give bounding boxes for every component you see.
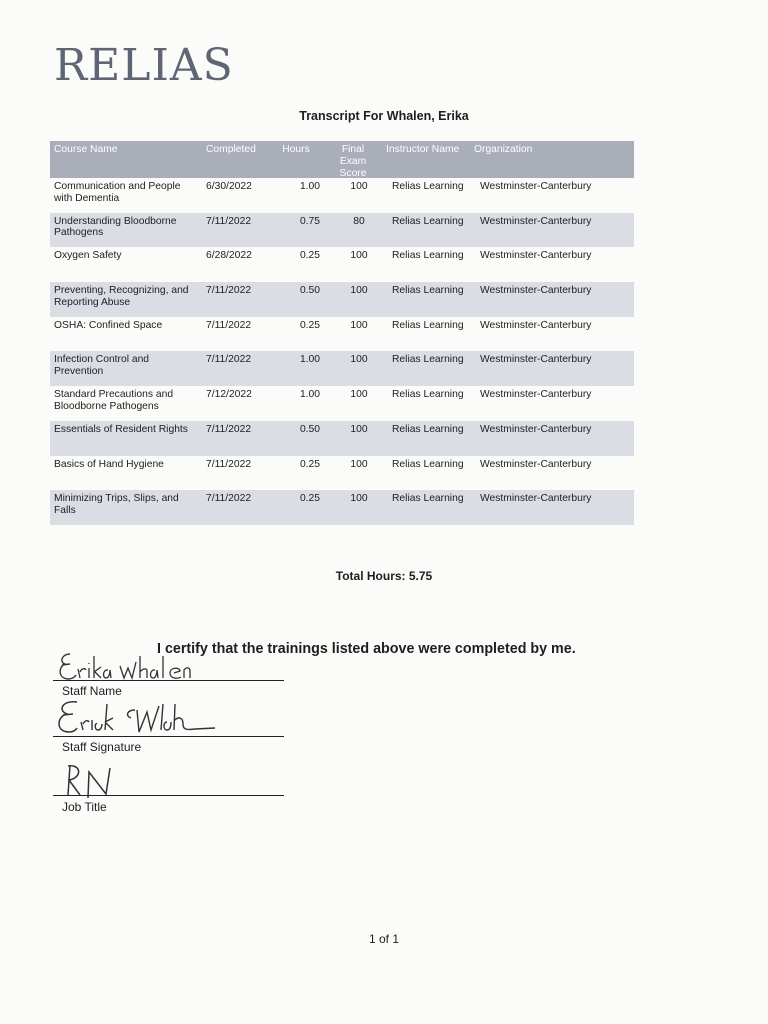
hours-cell: 0.25: [299, 319, 320, 331]
table-row: [50, 178, 634, 213]
organization-cell: Westminster-Canterbury: [480, 389, 592, 401]
staff-signature-line: [53, 736, 284, 737]
staff-name-line: [53, 680, 284, 681]
table-header: [50, 141, 634, 178]
final-exam-score-cell: 100: [350, 458, 368, 470]
final-exam-score-cell: 100: [350, 389, 368, 401]
job-title-label: Job Title: [62, 800, 107, 814]
organization-cell: Westminster-Canterbury: [480, 285, 592, 297]
final-exam-score-cell: 100: [350, 493, 368, 505]
hours-cell: 1.00: [299, 181, 320, 192]
hours-cell: 1.00: [299, 354, 320, 366]
course-name-cell: Essentials of Resident Rights: [54, 423, 188, 435]
completed-cell: 7/11/2022: [206, 354, 252, 366]
hours-cell: 0.25: [299, 250, 320, 262]
completed-cell: 7/11/2022: [206, 215, 252, 227]
table-row: [50, 490, 634, 525]
organization-cell: Westminster-Canterbury: [480, 458, 592, 470]
instructor-name-cell: Relias Learning: [392, 493, 464, 505]
course-name-cell: Minimizing Trips, Slips, and Falls: [54, 493, 179, 516]
instructor-name-cell: Relias Learning: [392, 215, 464, 227]
page-number: 1 of 1: [368, 932, 400, 946]
col-organization: Organization: [474, 144, 533, 155]
instructor-name-cell: Relias Learning: [392, 389, 464, 401]
final-exam-score-cell: 100: [350, 423, 368, 435]
staff-signature-label: Staff Signature: [62, 740, 142, 754]
hours-cell: 0.25: [299, 493, 320, 505]
organization-cell: Westminster-Canterbury: [480, 319, 592, 331]
table-row: [50, 351, 634, 386]
final-exam-score-cell: 80: [353, 215, 365, 227]
staff-name-label: Staff Name: [62, 684, 122, 698]
table-row: [50, 317, 634, 352]
completed-cell: 7/11/2022: [206, 458, 252, 470]
organization-cell: Westminster-Canterbury: [480, 250, 592, 262]
col-hours: Hours: [282, 144, 310, 155]
organization-cell: Westminster-Canterbury: [480, 215, 592, 227]
staff-signature-handwriting: [55, 698, 220, 740]
table-body: [50, 178, 634, 525]
course-name-cell: Basics of Hand Hygiene: [54, 458, 164, 470]
col-final-exam-score: Final Exam Score: [339, 144, 367, 179]
hours-cell: 0.50: [299, 285, 320, 297]
table-row: [50, 247, 634, 282]
instructor-name-cell: Relias Learning: [392, 319, 464, 331]
completed-cell: 6/28/2022: [206, 250, 252, 262]
table-row: [50, 456, 634, 491]
final-exam-score-cell: 100: [350, 319, 368, 331]
course-name-cell: Oxygen Safety: [54, 250, 122, 262]
completed-cell: 6/30/2022: [206, 181, 252, 192]
table-row: [50, 282, 634, 317]
final-exam-score-cell: 100: [350, 250, 368, 262]
transcript-title: Transcript For Whalen, Erika: [299, 109, 469, 123]
course-name-cell: Communication and People with Dementia: [54, 181, 181, 204]
transcript-table: [50, 141, 634, 525]
completed-cell: 7/11/2022: [206, 319, 252, 331]
hours-cell: 1.00: [299, 389, 320, 401]
course-name-cell: Standard Precautions and Bloodborne Pathogens: [54, 389, 174, 412]
certification-statement: I certify that the trainings listed above were completed by me.: [157, 641, 576, 657]
completed-cell: 7/12/2022: [206, 389, 252, 401]
completed-cell: 7/11/2022: [206, 423, 252, 435]
col-instructor-name: Instructor Name: [386, 144, 460, 155]
total-hours: Total Hours: 5.75: [335, 569, 433, 583]
instructor-name-cell: Relias Learning: [392, 458, 464, 470]
table-row: [50, 213, 634, 248]
table-row: [50, 421, 634, 456]
course-name-cell: Infection Control and Prevention: [54, 354, 150, 377]
table-row: [50, 386, 634, 421]
course-name-cell: Understanding Bloodborne Pathogens: [54, 215, 177, 239]
hours-cell: 0.75: [299, 215, 320, 227]
staff-name-handwriting: [56, 650, 191, 684]
organization-cell: Westminster-Canterbury: [480, 354, 592, 366]
col-course-name: Course Name: [54, 144, 118, 155]
hours-cell: 0.50: [299, 423, 320, 435]
course-name-cell: Preventing, Recognizing, and Reporting Abuse: [54, 285, 189, 308]
final-exam-score-cell: 100: [350, 285, 368, 297]
instructor-name-cell: Relias Learning: [392, 250, 464, 262]
instructor-name-cell: Relias Learning: [392, 423, 464, 435]
col-completed: Completed: [206, 144, 256, 155]
final-exam-score-cell: 100: [350, 181, 368, 192]
relias-logo: RELIAS: [54, 40, 234, 91]
final-exam-score-cell: 100: [350, 354, 368, 366]
completed-cell: 7/11/2022: [206, 285, 252, 297]
organization-cell: Westminster-Canterbury: [480, 493, 592, 505]
completed-cell: 7/11/2022: [206, 493, 252, 505]
organization-cell: Westminster-Canterbury: [480, 181, 592, 192]
course-name-cell: OSHA: Confined Space: [54, 319, 163, 331]
instructor-name-cell: Relias Learning: [392, 285, 464, 297]
instructor-name-cell: Relias Learning: [392, 181, 464, 192]
hours-cell: 0.25: [299, 458, 320, 470]
organization-cell: Westminster-Canterbury: [480, 423, 592, 435]
job-title-line: [53, 795, 284, 796]
instructor-name-cell: Relias Learning: [392, 354, 464, 366]
